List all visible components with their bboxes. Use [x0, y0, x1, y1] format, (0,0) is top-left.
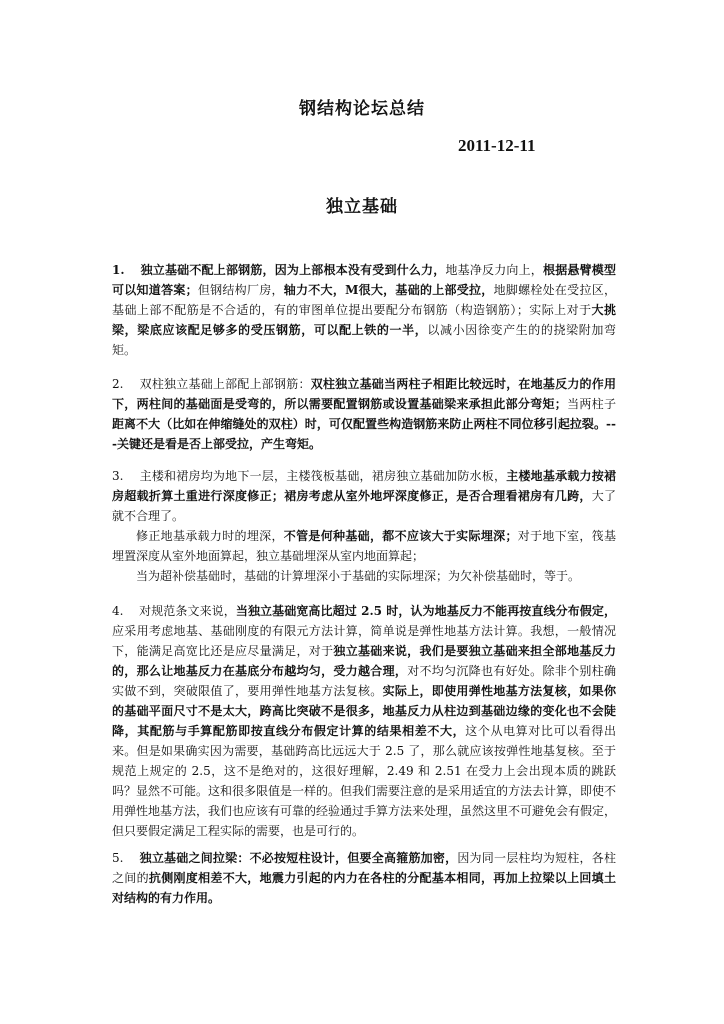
paragraph-3-embedment	[112, 526, 616, 566]
bold-text: 大挑梁，梁底应该配足够多的受压钢筋，可以配上铁的一半，	[112, 303, 616, 337]
bold-text: 根据悬臂模型可以知道答案；	[112, 263, 616, 297]
body-text: 当为超补偿基础时，基础的计算埋深小于基础的实际埋深；为欠补偿基础时，等于。	[136, 569, 581, 583]
paragraph-number: 2.	[112, 377, 124, 391]
bold-text: 双柱独立基础当两柱子相距比较远时，在地基反力的作用下，两柱间的基础面是受弯的，所以需要配置钢筋或设置基础梁来承担此部分弯矩；	[112, 377, 616, 411]
bold-text: 轴力不大，M很大，基础的上部受拉，	[283, 283, 494, 297]
paragraph-3-compensation	[112, 566, 616, 586]
document-date: 2011-12-11	[458, 136, 536, 155]
paragraph-5	[112, 848, 616, 908]
body-text: 因为同一层柱均为短柱，各柱之间的	[112, 851, 616, 885]
bold-text: 主楼地基承载力按裙房超载折算土重进行深度修正；裙房考虑从室外地坪深度修正，是否合理看裙房有几跨，	[112, 469, 616, 503]
bold-text: 当独立基础宽高比超过 2.5 时，认为地基反力不能再按直线分布假定，	[235, 604, 616, 618]
paragraph-number: 4.	[112, 604, 124, 618]
paragraph-4	[112, 601, 616, 841]
bold-text: 距离不大（比如在伸缩缝处的双柱）时，可仅配置些构造钢筋来防止两柱不同位移引起拉裂。---关键还是看是否上部受拉，产生弯矩。	[112, 417, 616, 451]
paragraph-number: 5.	[112, 851, 124, 865]
body-text: 地脚螺栓处在受拉区，基础上部不配筋是不合适的，有的审图单位提出要配分布钢筋（构造钢筋）；实际上对于	[112, 283, 616, 317]
body-text: 地基净反力向上，	[445, 263, 543, 277]
bold-text: 独立基础之间拉梁：不必按短柱设计，但要全高箍筋加密，	[139, 851, 458, 865]
body-text: 对不均匀沉降也有好处。除非个别柱确实做不到，突破限值了，要用弹性地基方法复核。	[112, 664, 616, 698]
paragraph-3	[112, 466, 616, 526]
document-title: 钢结构论坛总结	[299, 99, 425, 119]
bold-text: 抗侧刚度相差不大，地震力引起的内力在各柱的分配基本相同，再加上拉梁以上回填土对结构的有力作用。	[112, 871, 616, 905]
body-text: 这个从电算对比可以看得出来。但是如果确实因为需要，基础跨高比远远大于 2.5 了，那么就应该按弹性地基复核。至于规范上规定的 2.5，这不是绝对的，这很好理解，2.49 和 2.51 在受力上会出现本质的跳跃吗？显然不可能。这和很多限值是一样的。但我们需要注意的是采用适宜的方法去计算，即使不用弹性地基方法，我们也应该有可靠的经验通过手算方法来处理，虽然这里不可避免会有假定，但只要假定满足工程实际的需要，也是可行的。	[112, 724, 617, 838]
body-text: 对规范条文来说，	[139, 604, 236, 618]
bold-text: 不管是何种基础，都不应该大于实际埋深；	[283, 529, 518, 543]
section-title: 独立基础	[326, 197, 398, 217]
body-text: 应采用考虑地基、基础刚度的有限元方法计算，简单说是弹性地基方法计算。我想，一般情况下，能满足高宽比还是应尽量满足，对于	[112, 624, 616, 658]
body-text: 大了就不合理了。	[112, 489, 616, 523]
bold-text: 独立基础不配上部钢筋，因为上部根本没有受到什么力，	[140, 263, 446, 277]
paragraph-1	[112, 260, 616, 360]
body-text: 以减小因徐变产生的的挠梁附加弯矩。	[112, 323, 616, 357]
body-text: 对于地下室，筏基埋置深度从室外地面算起，独立基础埋深从室内地面算起；	[112, 529, 616, 563]
paragraph-2	[112, 374, 616, 454]
bold-text: 独立基础来说，我们是要独立基础来担全部地基反力的，那么让地基反力在基底分布越均匀，受力越合理，	[112, 644, 616, 678]
paragraph-number: 1.	[112, 263, 125, 277]
body-text: 双柱独立基础上部配上部钢筋：	[139, 377, 311, 391]
body-text: 当两柱子	[566, 397, 616, 411]
bold-text: 实际上，即使用弹性地基方法复核，如果你的基础平面尺寸不是太大，跨高比突破不是很多，地基反力从柱边到基础边缘的变化也不会陡降，其配筋与手算配筋即按直线分布假定计算的结果相差不大，	[112, 684, 616, 738]
body-text: 但钢结构厂房，	[197, 283, 284, 297]
body-text: 主楼和裙房均为地下一层，主楼筏板基础，裙房独立基础加防水板，	[139, 469, 507, 483]
paragraph-number: 3.	[112, 469, 124, 483]
body-text: 修正地基承载力时的埋深，	[136, 529, 284, 543]
